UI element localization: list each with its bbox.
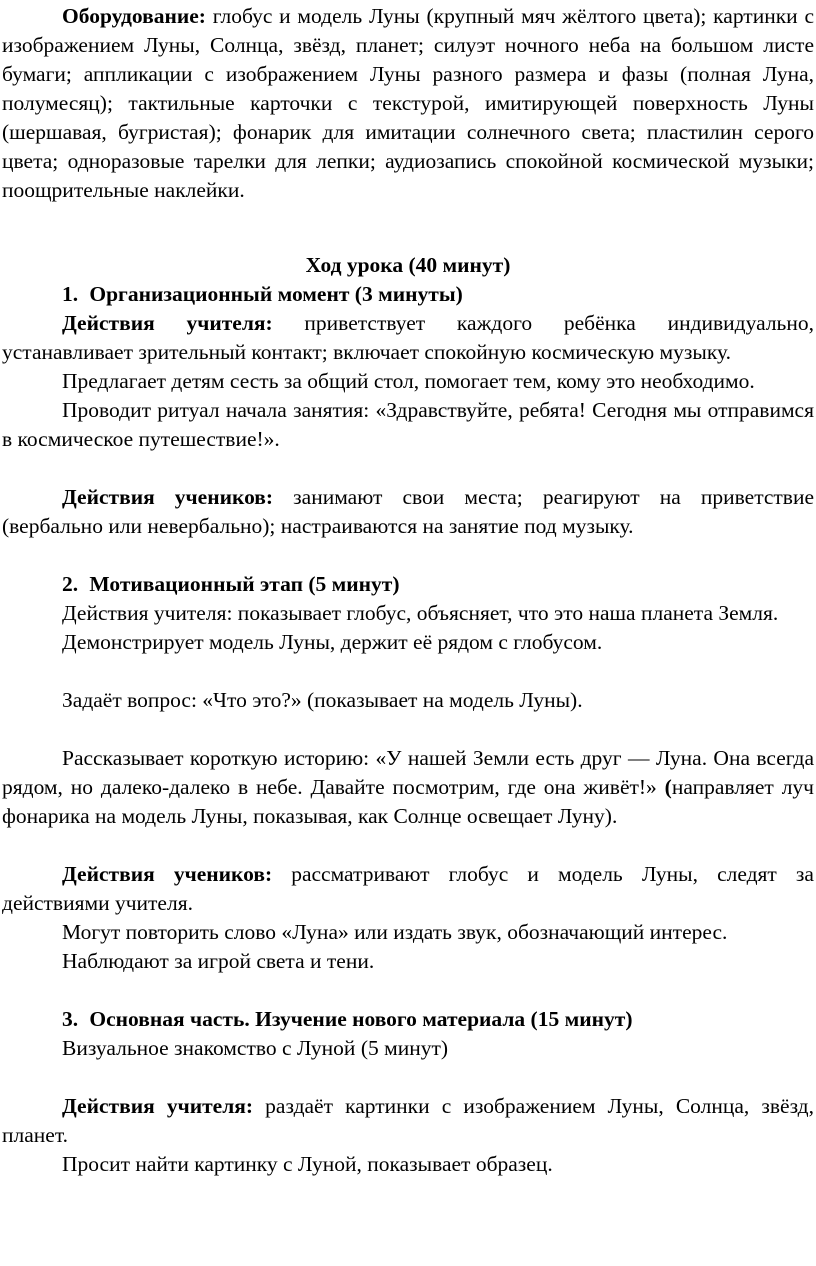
section3-teacher-label: Действия учителя: bbox=[62, 1094, 254, 1118]
section2-story-paren: ( bbox=[664, 775, 672, 799]
section1-number: 1. bbox=[62, 282, 79, 306]
section2-paragraph-4 bbox=[2, 744, 814, 831]
section2-paragraph-3: Задаёт вопрос: «Что это?» (показывает на модель Луны). bbox=[62, 688, 583, 712]
equipment-text: глобус и модель Луны (крупный мяч жёлтого цвета); картинки с изображением Луны, Солнца, звёзд, планет; силуэт ночного неба на большом листе бумаги; аппликации с изображением Луны разного размера и фазы (полная Луна, полумесяц); тактильные карточки с текстурой, имитирующей поверхность Луны (шершавая, бугристая); фонарик для имитации солнечного света; пластилин серого цвета; одноразовые тарелки для лепки; аудиозапись спокойной космической музыки; поощрительные наклейки. bbox=[2, 4, 814, 202]
section1-paragraph-2: Предлагает детям сесть за общий стол, помогает тем, кому это необходимо. bbox=[62, 369, 755, 393]
section1-students-paragraph bbox=[2, 483, 814, 541]
section3-title: Основная часть. Изучение нового материала (15 минут) bbox=[89, 1007, 633, 1031]
section3-subtitle: Визуальное знакомство с Луной (5 минут) bbox=[62, 1036, 449, 1060]
equipment-label: Оборудование: bbox=[62, 4, 206, 28]
section2-students-paragraph bbox=[2, 860, 814, 918]
section1-heading bbox=[2, 280, 814, 309]
section2-students-text: рассматривают глобус и модель Луны, следят за действиями учителя. bbox=[2, 862, 814, 915]
section1-students-label: Действия учеников: bbox=[62, 485, 274, 509]
section3-paragraph-2: Просит найти картинку с Луной, показывает образец. bbox=[62, 1152, 553, 1176]
section2-paragraph-7: Наблюдают за игрой света и тени. bbox=[62, 949, 375, 973]
section2-paragraph-1: Действия учителя: показывает глобус, объясняет, что это наша планета Земля. bbox=[62, 601, 779, 625]
section2-number: 2. bbox=[62, 572, 79, 596]
lesson-title: Ход урока (40 минут) bbox=[305, 253, 511, 277]
section3-heading bbox=[2, 1005, 814, 1034]
section1-students-text: занимают свои места; реагируют на приветствие (вербально или невербально); настраиваются на занятие под музыку. bbox=[2, 485, 814, 538]
section1-teacher-label: Действия учителя: bbox=[62, 311, 273, 335]
section2-heading bbox=[2, 570, 814, 599]
section1-paragraph-3: Проводит ритуал начала занятия: «Здравствуйте, ребята! Сегодня мы отправимся в космическое путешествие!». bbox=[2, 398, 814, 451]
section3-teacher-paragraph bbox=[2, 1092, 814, 1150]
section2-paragraph-6: Могут повторить слово «Луна» или издать звук, обозначающий интерес. bbox=[62, 920, 728, 944]
section1-title: Организационный момент (3 минуты) bbox=[89, 282, 463, 306]
section2-title: Мотивационный этап (5 минут) bbox=[89, 572, 400, 596]
section2-story-text: Рассказывает короткую историю: «У нашей Земли есть друг — Луна. Она всегда рядом, но далеко-далеко в небе. Давайте посмотрим, где она живёт!» bbox=[2, 746, 814, 799]
section1-teacher-text: приветствует каждого ребёнка индивидуально, устанавливает зрительный контакт; включает спокойную космическую музыку. bbox=[2, 311, 814, 364]
section3-number: 3. bbox=[62, 1007, 79, 1031]
equipment-paragraph bbox=[2, 2, 814, 205]
section1-teacher-paragraph bbox=[2, 309, 814, 367]
section2-students-label: Действия учеников: bbox=[62, 862, 273, 886]
section2-paragraph-2: Демонстрирует модель Луны, держит её рядом с глобусом. bbox=[62, 630, 603, 654]
section2-story-tail: направляет луч фонарика на модель Луны, показывая, как Солнце освещает Луну). bbox=[2, 775, 814, 828]
section3-teacher-text: раздаёт картинки с изображением Луны, Солнца, звёзд, планет. bbox=[2, 1094, 814, 1147]
